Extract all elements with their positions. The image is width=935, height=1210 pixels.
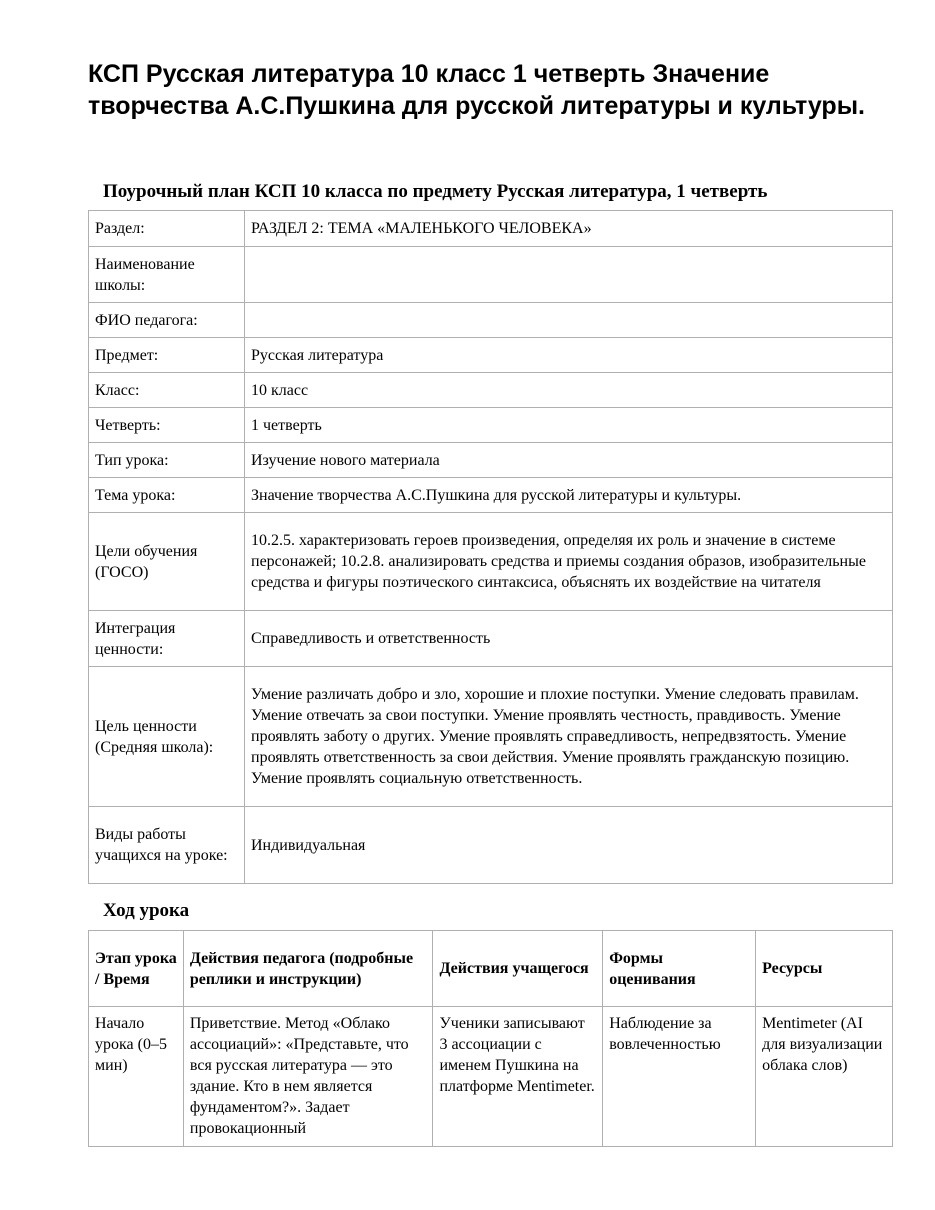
info-row-grade [89, 373, 893, 408]
table-row [89, 1007, 893, 1147]
info-row-lesson-type [89, 443, 893, 478]
column-header-student-actions: Действия учащегося [433, 931, 603, 1007]
info-row-lesson-topic [89, 478, 893, 513]
info-label: Тема урока: [89, 478, 245, 513]
info-value: 10.2.5. характеризовать героев произведения, определяя их роль и значение в системе персонажей; 10.2.8. анализировать средства и приемы создания образов, изобразительные средства и фигуры поэтического синтаксиса, объяснять их воздействие на читателя [245, 513, 893, 611]
info-value: 1 четверть [245, 408, 893, 443]
info-label: Четверть: [89, 408, 245, 443]
lesson-table-header [89, 931, 893, 1007]
info-label: ФИО педагога: [89, 303, 245, 338]
column-header-stage: Этап урока / Время [89, 931, 184, 1007]
lesson-info-table [88, 210, 893, 884]
info-label: Интеграция ценности: [89, 611, 245, 667]
info-value: Умение различать добро и зло, хорошие и плохие поступки. Умение следовать правилам. Умение отвечать за свои поступки. Умение проявлять честность, правдивость. Умение проявлять заботу о других. Умение проявлять справедливость, непредвзятость. Умение проявлять ответственность за свои действия. Умение проявлять гражданскую позицию. Умение проявлять социальную ответственность. [245, 667, 893, 807]
column-header-resources: Ресурсы [756, 931, 893, 1007]
info-value [245, 303, 893, 338]
info-row-work-types [89, 807, 893, 884]
cell-stage: Начало урока (0–5 мин) [89, 1007, 184, 1147]
column-header-teacher-actions: Действия педагога (подробные реплики и инструкции) [183, 931, 433, 1007]
lesson-flow-table [88, 930, 893, 1147]
info-value: РАЗДЕЛ 2: ТЕМА «МАЛЕНЬКОГО ЧЕЛОВЕКА» [245, 211, 893, 247]
info-value: Справедливость и ответственность [245, 611, 893, 667]
info-row-section [89, 211, 893, 247]
lesson-heading: Ход урока [103, 900, 190, 921]
info-label: Тип урока: [89, 443, 245, 478]
info-row-quarter [89, 408, 893, 443]
info-label: Наименование школы: [89, 247, 245, 303]
cell-teacher-actions: Приветствие. Метод «Облако ассоциаций»: «Представьте, что вся русская литература — это здание. Кто в нем является фундаментом?». Задает провокационный [183, 1007, 433, 1147]
column-header-assessment: Формы оценивания [603, 931, 756, 1007]
info-row-learning-goals [89, 513, 893, 611]
info-label: Виды работы учащихся на уроке: [89, 807, 245, 884]
info-label: Класс: [89, 373, 245, 408]
cell-assessment: Наблюдение за вовлеченностью [603, 1007, 756, 1147]
info-value [245, 247, 893, 303]
info-label: Цели обучения (ГОСО) [89, 513, 245, 611]
info-value: Изучение нового материала [245, 443, 893, 478]
info-row-subject [89, 338, 893, 373]
info-label: Цель ценности (Средняя школа): [89, 667, 245, 807]
info-value: 10 класс [245, 373, 893, 408]
page-title: КСП Русская литература 10 класс 1 четверть Значение творчества А.С.Пушкина для русской литературы и культуры. [88, 60, 865, 120]
info-label: Раздел: [89, 211, 245, 247]
info-row-teacher [89, 303, 893, 338]
info-value: Значение творчества А.С.Пушкина для русской литературы и культуры. [245, 478, 893, 513]
info-value: Индивидуальная [245, 807, 893, 884]
info-label: Предмет: [89, 338, 245, 373]
cell-student-actions: Ученики записывают 3 ассоциации с именем Пушкина на платформе Mentimeter. [433, 1007, 603, 1147]
cell-resources: Mentimeter (AI для визуализации облака слов) [756, 1007, 893, 1147]
info-row-school [89, 247, 893, 303]
info-row-value-goal [89, 667, 893, 807]
info-row-value-integration [89, 611, 893, 667]
plan-heading: Поурочный план КСП 10 класса по предмету Русская литература, 1 четверть [103, 181, 768, 202]
info-value: Русская литература [245, 338, 893, 373]
